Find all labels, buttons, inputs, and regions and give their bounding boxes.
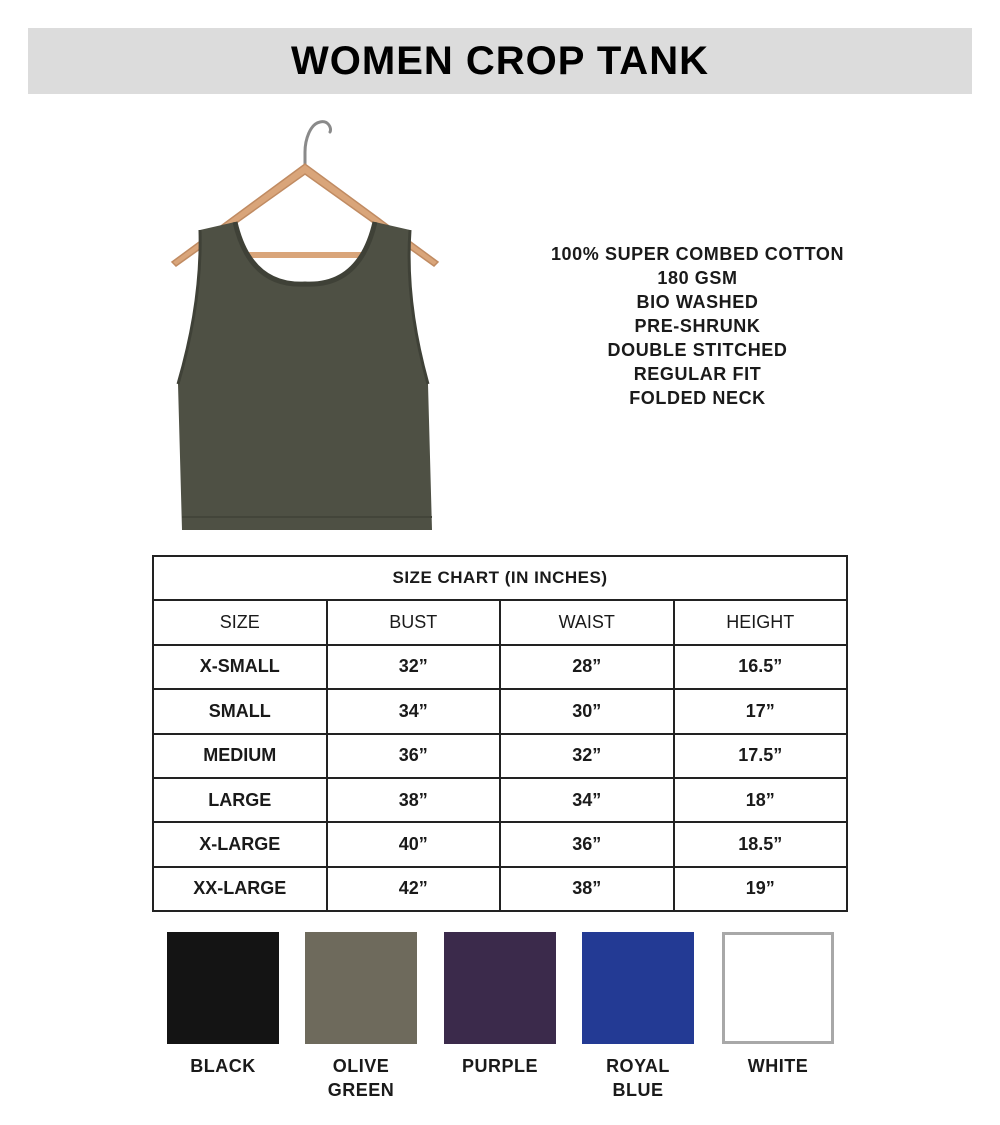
feature-item: FOLDED NECK: [629, 388, 766, 408]
waist-cell: 28”: [500, 645, 674, 689]
swatch-royal-blue[interactable]: [582, 932, 694, 1102]
table-row: [153, 822, 847, 866]
swatch-white[interactable]: [722, 932, 834, 1078]
feature-item: REGULAR FIT: [633, 364, 762, 384]
tank-body: [178, 222, 432, 530]
feature-item: 180 GSM: [657, 268, 738, 288]
swatch-chip[interactable]: [582, 932, 694, 1044]
height-cell: 16.5”: [674, 645, 848, 689]
size-cell: X-LARGE: [153, 822, 327, 866]
page-title: WOMEN CROP TANK: [291, 38, 709, 83]
size-cell: MEDIUM: [153, 734, 327, 778]
table-row: [153, 778, 847, 822]
size-cell: SMALL: [153, 689, 327, 733]
swatch-purple[interactable]: [444, 932, 556, 1078]
waist-cell: 38”: [500, 867, 674, 911]
bust-cell: 36”: [327, 734, 501, 778]
swatch-chip[interactable]: [167, 932, 279, 1044]
bust-cell: 34”: [327, 689, 501, 733]
column-header-height: HEIGHT: [674, 600, 848, 644]
swatch-olive-green[interactable]: [305, 932, 417, 1102]
size-chart-caption: SIZE CHART (IN INCHES): [153, 556, 847, 600]
color-swatches: [0, 932, 1000, 1112]
size-cell: XX-LARGE: [153, 867, 327, 911]
height-cell: 18”: [674, 778, 848, 822]
swatch-label: OLIVE GREEN: [327, 1056, 395, 1100]
table-row: [153, 689, 847, 733]
waist-cell: 36”: [500, 822, 674, 866]
swatch-chip[interactable]: [305, 932, 417, 1044]
bust-cell: 40”: [327, 822, 501, 866]
feature-list: [520, 242, 875, 410]
size-cell: LARGE: [153, 778, 327, 822]
feature-item: BIO WASHED: [636, 292, 759, 312]
column-header-bust: BUST: [327, 600, 501, 644]
waist-cell: 30”: [500, 689, 674, 733]
height-cell: 19”: [674, 867, 848, 911]
height-cell: 17.5”: [674, 734, 848, 778]
swatch-black[interactable]: [167, 932, 279, 1078]
size-chart-header-row: [153, 600, 847, 644]
table-row: [153, 867, 847, 911]
size-cell: X-SMALL: [153, 645, 327, 689]
feature-item: 100% SUPER COMBED COTTON: [550, 244, 845, 264]
height-cell: 18.5”: [674, 822, 848, 866]
swatch-label: BLACK: [190, 1056, 256, 1076]
feature-item: PRE-SHRUNK: [634, 316, 761, 336]
swatch-chip[interactable]: [722, 932, 834, 1044]
title-bar: [28, 28, 972, 94]
feature-item: DOUBLE STITCHED: [607, 340, 788, 360]
bust-cell: 32”: [327, 645, 501, 689]
bust-cell: 42”: [327, 867, 501, 911]
hanger-hook: [305, 122, 331, 164]
size-chart-caption-row: [153, 556, 847, 600]
swatch-label: ROYAL BLUE: [606, 1056, 670, 1100]
height-cell: 17”: [674, 689, 848, 733]
bust-cell: 38”: [327, 778, 501, 822]
column-header-waist: WAIST: [500, 600, 674, 644]
tank-top-image: [160, 112, 450, 542]
waist-cell: 32”: [500, 734, 674, 778]
table-row: [153, 734, 847, 778]
swatch-label: WHITE: [747, 1056, 809, 1076]
waist-cell: 34”: [500, 778, 674, 822]
size-chart-table: [152, 555, 848, 912]
swatch-chip[interactable]: [444, 932, 556, 1044]
table-row: [153, 645, 847, 689]
swatch-label: PURPLE: [461, 1056, 538, 1076]
column-header-size: SIZE: [153, 600, 327, 644]
